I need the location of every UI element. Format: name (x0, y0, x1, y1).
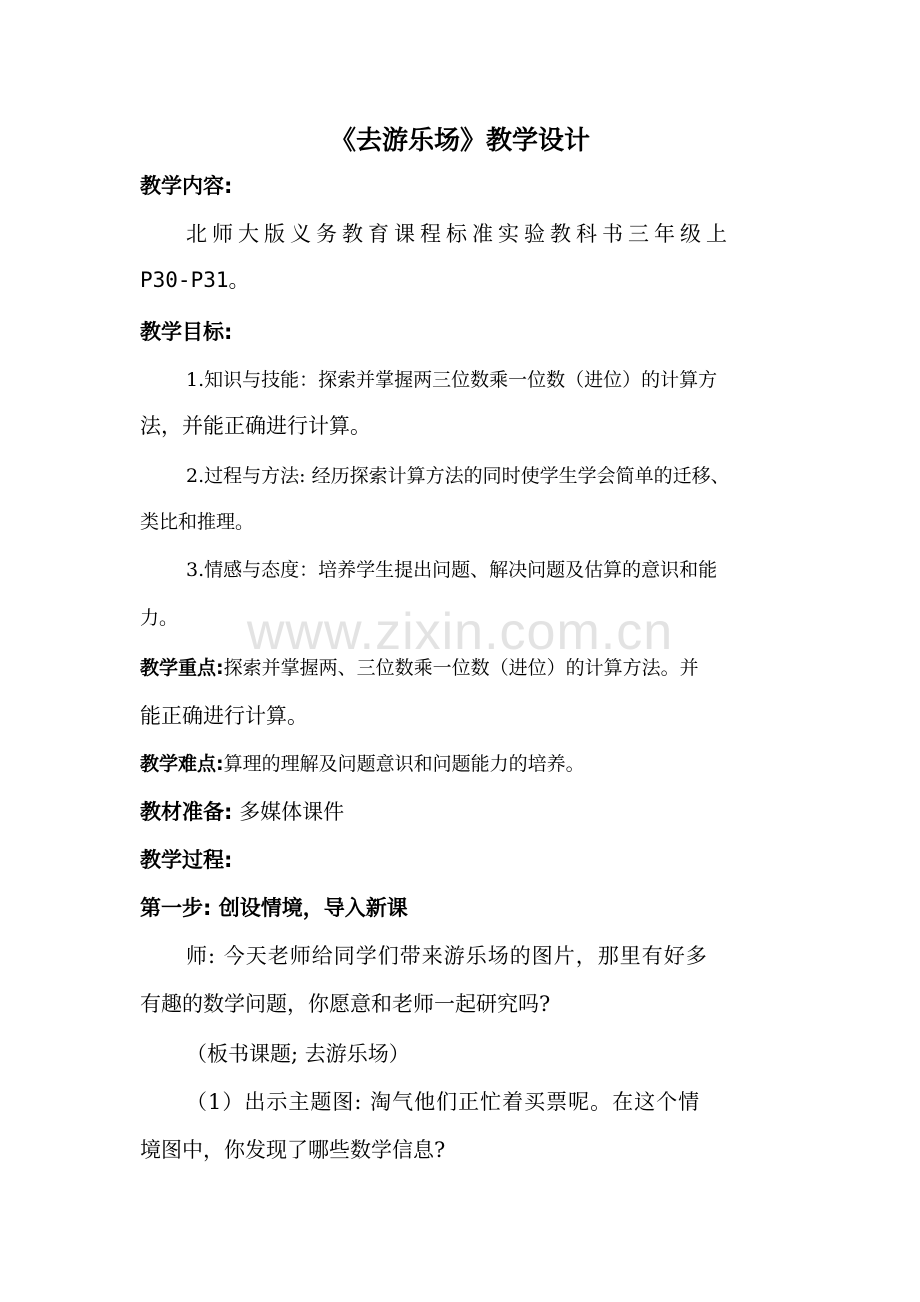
goal-1-line-2: 法，并能正确进行计算。 (140, 414, 371, 438)
key-points-line-2: 能正确进行计算。 (140, 704, 308, 728)
materials-label: 教材准备: (140, 800, 233, 824)
teacher-line-2: 有趣的数学问题，你愿意和老师一起研究吗? (140, 992, 551, 1016)
content-line-2: P30-P31。 (140, 268, 250, 292)
show-line-1: （1）出示主题图: 淘气他们正忙着买票呢。在这个情 (186, 1090, 701, 1114)
difficult-points-label: 教学难点: (140, 753, 224, 775)
key-points-text: 探索并掌握两、三位数乘一位数（进位）的计算方法。并 (223, 657, 699, 679)
goal-2-line-2: 类比和推理。 (140, 511, 255, 533)
watermark: www.zixin.com.cn (246, 603, 674, 661)
content-heading: 教学内容: (140, 174, 233, 198)
key-points-label: 教学重点: (140, 657, 224, 679)
process-heading: 教学过程: (140, 848, 233, 872)
difficult-points (140, 750, 585, 778)
step-1-heading: 第一步: 创设情境，导入新课 (140, 896, 408, 920)
goals-heading: 教学目标: (140, 320, 233, 344)
document-title: 《去游乐场》教学设计 (329, 126, 590, 156)
content-line-1: 北师大版义务教育课程标准实验教科书三年级上 (186, 222, 732, 246)
goal-1-line-1: 1.知识与技能：探索并掌握两三位数乘一位数（进位）的计算方 (186, 369, 718, 391)
key-points (140, 654, 699, 682)
goal-3-line-1: 3.情感与态度：培养学生提出问题、解决问题及估算的意识和能 (186, 559, 718, 581)
goal-3-line-2: 力。 (140, 607, 179, 629)
board-note: （板书课题; 去游乐场） (186, 1042, 410, 1066)
difficult-points-text: 算理的理解及问题意识和问题能力的培养。 (223, 753, 585, 775)
show-line-2: 境图中，你发现了哪些数学信息? (140, 1138, 446, 1162)
goal-2-line-1: 2.过程与方法: 经历探索计算方法的同时使学生学会简单的迁移、 (186, 465, 730, 487)
materials-text: 多媒体课件 (239, 800, 345, 824)
teacher-line-1: 师: 今天老师给同学们带来游乐场的图片，那里有好多 (186, 944, 708, 968)
materials (140, 798, 344, 826)
